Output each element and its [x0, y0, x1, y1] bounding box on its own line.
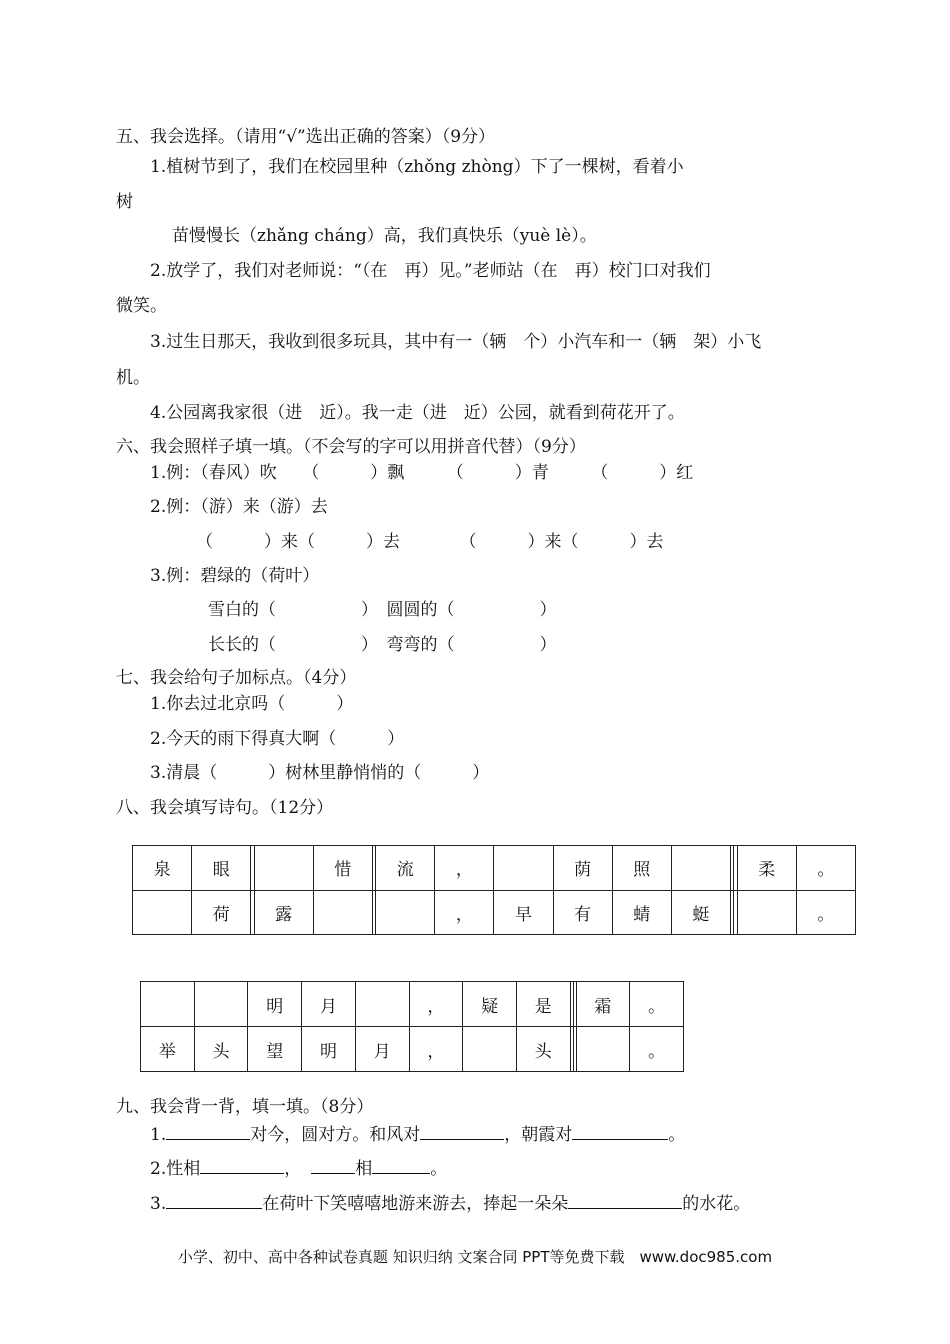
s5-q1-line1: 1.植树节到了，我们在校园里种（zhǒng zhòng）下了一棵树，看着小 [150, 157, 684, 177]
s9-q1-text-d: 。 [668, 1125, 686, 1145]
answer-blank[interactable] [568, 1192, 682, 1209]
grid-cell: 早 [494, 890, 553, 935]
grid-cell: ， [435, 890, 494, 935]
section-7-heading: 七、我会给句子加标点。（4分） [116, 668, 357, 688]
s5-q3-line2: 机。 [116, 368, 150, 388]
grid-cell: 惜 [313, 846, 372, 891]
section-5-heading: 五、我会选择。（请用“√”选出正确的答案）（9分） [116, 127, 496, 147]
grid-cell: 蜻 [612, 890, 671, 935]
section-8-heading: 八、我会填写诗句。（12分） [116, 798, 334, 818]
s9-q3-number: 3. [150, 1194, 167, 1214]
grid-cell: 。 [796, 890, 855, 935]
s9-q1-text-c: ，朝霞对 [504, 1125, 573, 1145]
grid-cell: 露 [254, 890, 313, 935]
grid-cell: 眼 [192, 846, 251, 891]
grid-cell: 柔 [737, 846, 796, 891]
grid-cell [494, 846, 553, 891]
s5-q1-line1b: 树 [116, 192, 133, 212]
answer-blank[interactable] [420, 1123, 504, 1140]
section-6-heading: 六、我会照样子填一填。（不会写的字可以用拼音代替）（9分） [116, 437, 586, 457]
grid-cell: 望 [248, 1027, 302, 1072]
s9-q2-text-a: 2.性相 [150, 1159, 201, 1179]
s5-q4: 4.公园离我家很（进 近）。我一走（进 近）公园，就看到荷花开了。 [150, 403, 685, 423]
s6-q3-row1: 雪白的（ ） 圆圆的（ ） [208, 600, 557, 620]
grid-cell [376, 890, 435, 935]
grid-cell: 明 [248, 982, 302, 1027]
poem-grid-2 [140, 981, 684, 1072]
answer-blank[interactable] [572, 1123, 668, 1140]
grid-cell [355, 982, 409, 1027]
s7-q2: 2.今天的雨下得真大啊（ ） [150, 729, 405, 749]
s6-q2-example: 2.例：（游）来（游）去 [150, 497, 328, 517]
grid-cell: 是 [516, 982, 570, 1027]
answer-blank[interactable] [166, 1192, 262, 1209]
grid-cell: 。 [630, 1027, 684, 1072]
grid-cell: 蜓 [671, 890, 730, 935]
grid-cell: 疑 [463, 982, 517, 1027]
grid-cell [254, 846, 313, 891]
grid-cell: 头 [516, 1027, 570, 1072]
answer-blank[interactable] [372, 1157, 430, 1174]
grid-cell: 月 [302, 982, 356, 1027]
s9-q1-number: 1. [150, 1125, 167, 1145]
grid-cell: 荫 [553, 846, 612, 891]
s9-q3-text-c: 的水花。 [682, 1194, 751, 1214]
grid-cell: 有 [553, 890, 612, 935]
s5-q1-line2: 苗慢慢长（zhǎng cháng）高，我们真快乐（yuè lè）。 [172, 226, 597, 246]
s9-q2 [150, 1157, 447, 1179]
grid-cell [141, 982, 195, 1027]
poem-grid-1 [132, 845, 856, 935]
s6-q1: 1.例：（春风）吹 （ ）飘 （ ）青 （ ）红 [150, 463, 694, 483]
footer-watermark: 小学、初中、高中各种试卷真题 知识归纳 文案合同 PPT等免费下载 www.doc985.com [177, 1248, 773, 1266]
grid-cell [737, 890, 796, 935]
grid-cell [194, 982, 248, 1027]
grid-cell: 头 [194, 1027, 248, 1072]
s9-q3-text-b: 在荷叶下笑嘻嘻地游来游去，捧起一朵朵 [262, 1194, 569, 1214]
grid-cell: 泉 [133, 846, 192, 891]
s5-q2-line2: 微笑。 [116, 296, 167, 316]
s9-q3 [150, 1192, 750, 1214]
s9-q2-text-b: ， [284, 1159, 302, 1179]
grid-cell [463, 1027, 517, 1072]
grid-cell: 荷 [192, 890, 251, 935]
grid-cell: 。 [630, 982, 684, 1027]
answer-blank[interactable] [200, 1157, 284, 1174]
grid-cell: ， [409, 982, 463, 1027]
s5-q3-line1: 3.过生日那天，我收到很多玩具，其中有一（辆 个）小汽车和一（辆 架）小飞 [150, 332, 762, 352]
s9-q2-text-c: 相 [355, 1159, 373, 1179]
s9-q1-text-b: 对今，圆对方。和风对 [250, 1125, 421, 1145]
grid-cell [133, 890, 192, 935]
answer-blank[interactable] [166, 1123, 250, 1140]
grid-cell: 明 [302, 1027, 356, 1072]
s9-q2-text-d: 。 [430, 1159, 448, 1179]
grid-cell: ， [435, 846, 494, 891]
s7-q1: 1.你去过北京吗（ ） [150, 694, 354, 714]
s9-q1 [150, 1123, 685, 1145]
grid-cell: 。 [796, 846, 855, 891]
s6-q2-blanks: （ ）来（ ）去 （ ）来（ ）去 [196, 532, 664, 552]
grid-cell: 照 [612, 846, 671, 891]
grid-cell [576, 1027, 630, 1072]
s5-q2-line1: 2.放学了，我们对老师说：“（在 再）见。”老师站（在 再）校门口对我们 [150, 261, 711, 281]
s6-q3-example: 3.例：碧绿的（荷叶） [150, 566, 320, 586]
s7-q3: 3.清晨（ ）树林里静悄悄的（ ） [150, 763, 490, 783]
grid-cell [313, 890, 372, 935]
grid-cell: 霜 [576, 982, 630, 1027]
answer-blank[interactable] [311, 1157, 355, 1174]
grid-cell: 流 [376, 846, 435, 891]
grid-cell [671, 846, 730, 891]
section-9-heading: 九、我会背一背，填一填。（8分） [116, 1097, 374, 1117]
s6-q3-row2: 长长的（ ） 弯弯的（ ） [208, 635, 557, 655]
grid-cell: 月 [355, 1027, 409, 1072]
grid-cell: 举 [141, 1027, 195, 1072]
grid-cell: ， [409, 1027, 463, 1072]
